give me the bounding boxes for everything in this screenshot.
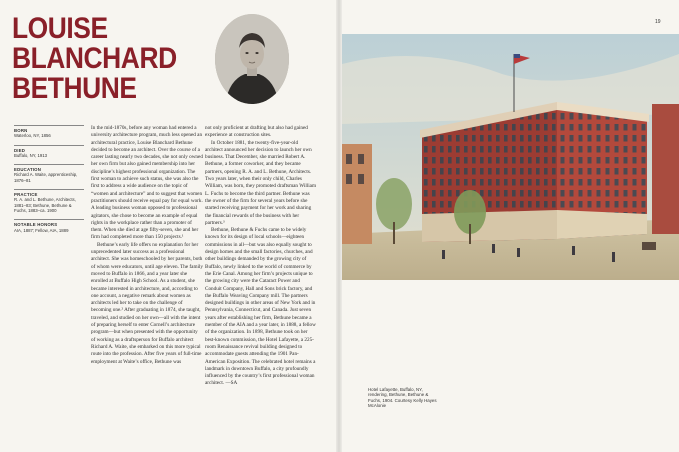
sidebar-label: DIED <box>14 147 26 153</box>
body-column-2 <box>205 125 317 388</box>
sidebar-value: R. A. and L. Bethune, Architects, 1881–83; Bethune, Bethune & Fuchs, 1883–ca. 1900 <box>14 197 76 213</box>
body-paragraph: In October 1881, the twenty-five-year-old architect announced her decision to launch her own business. That December, she married Robert A. Bethune, a former coworker, and they became partners, opening R. A. and L. Bethune, Architects. Two years later, when their only child, Charles William, was born, they promoted draftsman William L. Fuchs to become the third partner. Bethune was the owner of the firm for several years before she started receiving payment for her work and sharing the financial rewards of the business with her partners.³ <box>205 139 316 226</box>
hotel-lafayette-rendering <box>342 34 679 280</box>
body-paragraph: Bethune’s early life offers no explanation for her unprecedented later success as a professional architect. She was homeschooled by her parents, both of whom were educators, until age eleven. The family moved to Buffalo in 1866, and a year later she enrolled at Buffalo High School. As a student, she became interested in architecture, and, according to one account, a negative remark about women as architects led her to take on the challenge of becoming one.² After graduating in 1874, she taught, traveled, and studied on her own—all with the intent of preparing herself to enter Cornell’s architecture program—but when presented with the opportunity of working as a draftsperson for Buffalo architect Richard A. Waite, she embarked on this more typical route into the profession. After five years of full-time employment at Waite’s office, Bethune was <box>91 241 203 365</box>
body-paragraph: not only proficient at drafting but also had gained experience at construction sites. <box>205 125 308 139</box>
title-line: BETHUNE <box>12 72 137 105</box>
sidebar-label: PRACTICE <box>14 192 38 198</box>
page-number: 19 <box>655 19 661 25</box>
title-line: BLANCHARD <box>12 42 177 75</box>
sidebar-label: BORN <box>14 128 28 133</box>
portrait-photo <box>215 14 289 104</box>
sidebar-block <box>14 219 84 233</box>
sidebar-block <box>14 145 84 159</box>
sidebar-label: EDUCATION <box>14 167 42 173</box>
title-line: LOUISE <box>12 12 108 45</box>
page-title <box>12 14 188 104</box>
sidebar-block <box>14 164 84 183</box>
image-caption: Hotel Lafayette, Buffalo, NY, rendering, Bethune, Bethune & Fuchs, 1904. Courtesy Kelly Hayes McAlonie <box>368 387 437 409</box>
sidebar-value: Waterloo, NY, 1856 <box>14 133 51 139</box>
body-paragraph: Bethune, Bethune & Fuchs came to be widely known for its design of local schools—eighteen commissions in all—but was also equally sought to design homes and the small factories, churches, and other buildings demanded by the growing city of Buffalo, newly linked to the world of commerce by the Erie Canal. Among her firm’s projects unique to the growing city were the Cataract Power and Conduit Company, Hall and Sons brick factory, and the Buffalo Weaving Company mill. The partners designed buildings in other areas of New York and in Pennsylvania, Connecticut, and Canada. Just seven years after establishing her firm, Bethune became a member of the AIA and a year later, in 1888, a fellow of the organization. In 1898, Bethune took on her best-known commission, the Hotel Lafayette, a 225-room Renaissance revival building designed to accommodate guests attending the 1901 Pan-American Exposition. The celebrated hotel remains a landmark in downtown Buffalo, a city profoundly influenced by the country’s first professional woman architect. —SA <box>205 227 316 387</box>
sidebar-value: Buffalo, NY, 1913 <box>14 152 48 158</box>
body-column-1 <box>91 125 203 366</box>
sidebar-value: AIA, 1887; Fellow, AIA, 1889 <box>14 227 69 233</box>
sidebar-block <box>14 125 84 139</box>
sidebar-label: NOTABLE HONORS <box>14 222 58 228</box>
sidebar-value: Richard A. Waite, apprenticeship, 1876–81 <box>14 172 78 183</box>
body-paragraph: In the mid-1870s, before any woman had entered a university architecture program, much less opened an architectural practice, Louise Blanchard Bethune decided to become an architect. Over the course of a career lasting nearly two decades, she not only owned her own firm but also gained membership into her discipline’s highest professional organization. The first woman to achieve such status, she was also the first to address a wide audience on the topic of “women and architecture” and to suggest that women practitioners should receive equal pay for equal work. A leading business woman opposed to professional agitators, she chose to become an example of equal rights in the workplace rather than a promoter of them. When she died at age fifty-seven, she and her firm had completed more than 150 projects.¹ <box>91 125 203 241</box>
biography-sidebar <box>14 125 84 239</box>
sidebar-block <box>14 189 84 213</box>
